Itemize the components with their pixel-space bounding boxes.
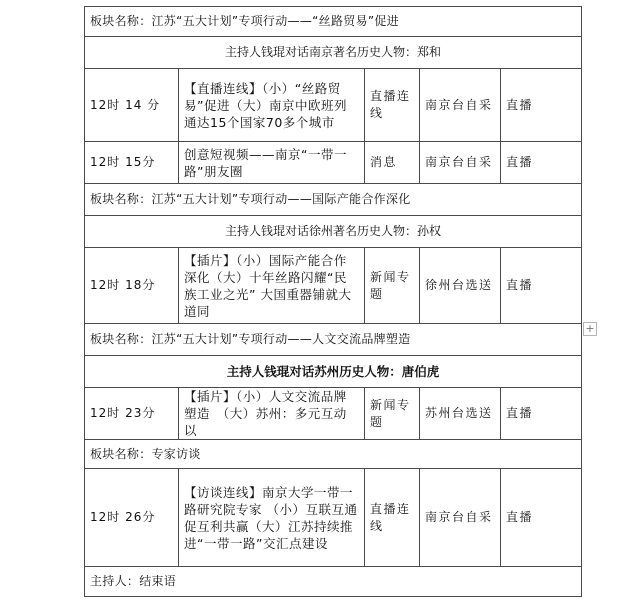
host-row bbox=[85, 37, 582, 69]
source-cell: 徐州台选送 bbox=[420, 248, 501, 324]
time-cell: 12时 23分 bbox=[85, 388, 179, 440]
time-cell: 12时 14 分 bbox=[85, 69, 179, 142]
host-dialogue-text: 主持人钱琨对话苏州历史人物：唐伯虎 bbox=[85, 356, 582, 388]
program-schedule-table bbox=[84, 6, 582, 597]
schedule-row bbox=[85, 388, 582, 440]
host-row bbox=[85, 216, 582, 248]
host-row bbox=[85, 356, 582, 388]
add-row-plus-icon[interactable]: + bbox=[583, 322, 597, 336]
segment-title-cell: 创意短视频——南京“一带一路”朋友圈 bbox=[179, 142, 365, 184]
time-cell: 12时 15分 bbox=[85, 142, 179, 184]
segment-title-cell: 【插片】（小）国际产能合作深化（大）十年丝路闪耀“民族工业之光” 大国重器铺就大道同 bbox=[179, 248, 365, 324]
source-cell: 南京台自采 bbox=[420, 142, 501, 184]
mode-cell: 直播 bbox=[501, 248, 582, 324]
segment-title-cell: 【直播连线】（小）“丝路贸易”促进（大）南京中欧班列通达15个国家70多个城市 bbox=[179, 69, 365, 142]
mode-cell: 直播 bbox=[501, 388, 582, 440]
block-header-row bbox=[85, 184, 582, 216]
schedule-row bbox=[85, 69, 582, 142]
source-cell: 南京台自采 bbox=[420, 69, 501, 142]
time-cell: 12时 18分 bbox=[85, 248, 179, 324]
type-cell: 直播连线 bbox=[365, 469, 420, 567]
schedule-row bbox=[85, 469, 582, 567]
mode-cell: 直播 bbox=[501, 69, 582, 142]
mode-cell: 直播 bbox=[501, 469, 582, 567]
closing-text: 主持人：结束语 bbox=[85, 567, 582, 597]
block-header-row bbox=[85, 7, 582, 37]
host-dialogue-text: 主持人钱琨对话南京著名历史人物：郑和 bbox=[85, 37, 582, 69]
type-cell: 直播连线 bbox=[365, 69, 420, 142]
host-dialogue-text: 主持人钱琨对话徐州著名历史人物：孙权 bbox=[85, 216, 582, 248]
type-cell: 新闻专题 bbox=[365, 248, 420, 324]
block-title: 板块名称：江苏“五大计划”专项行动——人文交流品牌塑造 bbox=[85, 324, 582, 356]
source-cell: 苏州台选送 bbox=[420, 388, 501, 440]
source-cell: 南京台自采 bbox=[420, 469, 501, 567]
segment-title-cell: 【访谈连线】南京大学一带一路研究院专家 （小）互联互通促互利共赢（大）江苏持续推进“一带一路”交汇点建设 bbox=[179, 469, 365, 567]
segment-title-cell: 【插片】（小）人文交流品牌塑造 （大）苏州：多元互动 以 bbox=[179, 388, 365, 440]
closing-row bbox=[85, 567, 582, 597]
block-title: 板块名称：江苏“五大计划”专项行动——国际产能合作深化 bbox=[85, 184, 582, 216]
block-header-row bbox=[85, 324, 582, 356]
time-cell: 12时 26分 bbox=[85, 469, 179, 567]
block-title: 板块名称：专家访谈 bbox=[85, 440, 582, 469]
schedule-row bbox=[85, 248, 582, 324]
block-header-row bbox=[85, 440, 582, 469]
mode-cell: 直播 bbox=[501, 142, 582, 184]
block-title: 板块名称：江苏“五大计划”专项行动——“丝路贸易”促进 bbox=[85, 7, 582, 37]
type-cell: 新闻专题 bbox=[365, 388, 420, 440]
schedule-row bbox=[85, 142, 582, 184]
type-cell: 消息 bbox=[365, 142, 420, 184]
